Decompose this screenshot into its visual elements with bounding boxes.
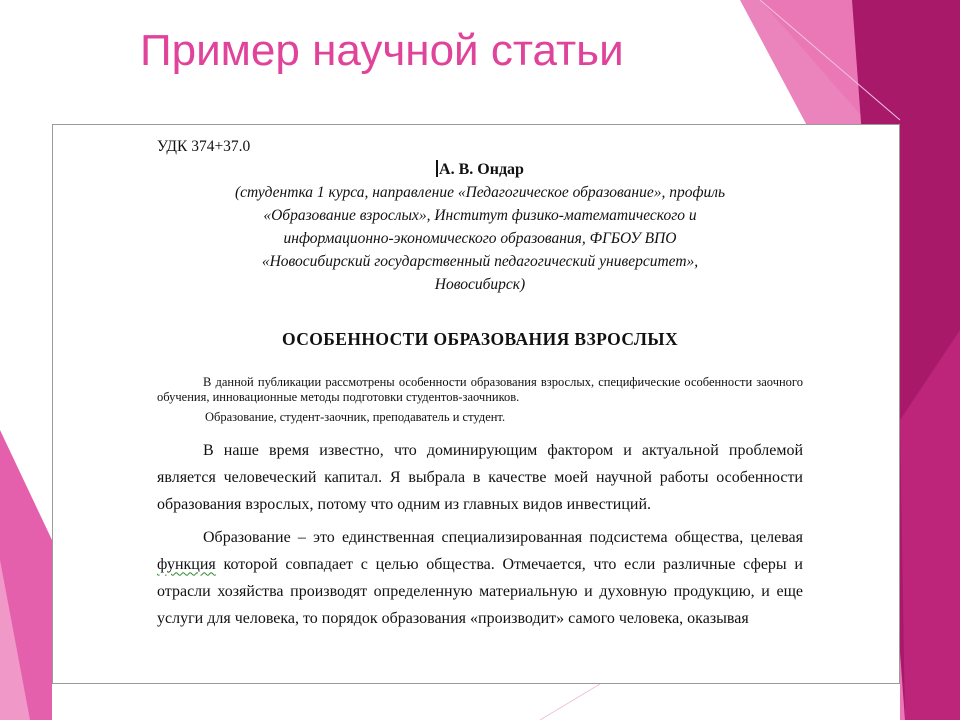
- affiliation-line: информационно-экономического образования, ФГБОУ ВПО: [283, 230, 677, 247]
- body-paragraph: В наше время известно, что доминирующим фактором и актуальной проблемой является человеческий капитал. Я выбрала в качестве моей научной работы особенности образования взрослых, потому что одним из главных видов инвестиций.: [157, 441, 803, 513]
- slide-title: Пример научной статьи: [140, 26, 624, 75]
- article-page: [52, 124, 900, 684]
- udk-code: УДК 374+37.0: [157, 138, 251, 155]
- abstract-text: В данной публикации рассмотрены особенности образования взрослых, специфические особенности заочного обучения, инновационные методы подготовки студентов-заочников.: [157, 375, 803, 404]
- keywords-text: Образование, студент-заочник, преподаватель и студент.: [205, 410, 506, 424]
- body-paragraph: [157, 524, 803, 632]
- article-content: [157, 137, 803, 632]
- decor-line: [540, 684, 600, 720]
- affiliation-line: Новосибирск): [434, 276, 526, 293]
- affiliation-line: «Образование взрослых», Институт физико-математического и: [263, 207, 697, 224]
- author-line: [157, 159, 803, 181]
- author-name: А. В. Ондар: [439, 161, 524, 178]
- article-title: ОСОБЕННОСТИ ОБРАЗОВАНИЯ ВЗРОСЛЫХ: [282, 329, 678, 349]
- spellcheck-marked-word: функция: [157, 555, 216, 573]
- affiliation-line: (студентка 1 курса, направление «Педагогическое образование», профиль: [234, 184, 726, 201]
- text-cursor: [436, 160, 438, 177]
- affiliation-line: «Новосибирский государственный педагогический университет»,: [261, 253, 699, 270]
- paragraph-text: которой совпадает с целью общества. Отмечается, что если различные сферы и отрасли хозяйства производят определенную материальную и духовную продукцию, и еще услуги для человека, то порядок образования «производит» самого человека, оказывая: [157, 555, 803, 627]
- paragraph-text: Образование – это единственная специализированная подсистема общества, целевая: [203, 528, 803, 546]
